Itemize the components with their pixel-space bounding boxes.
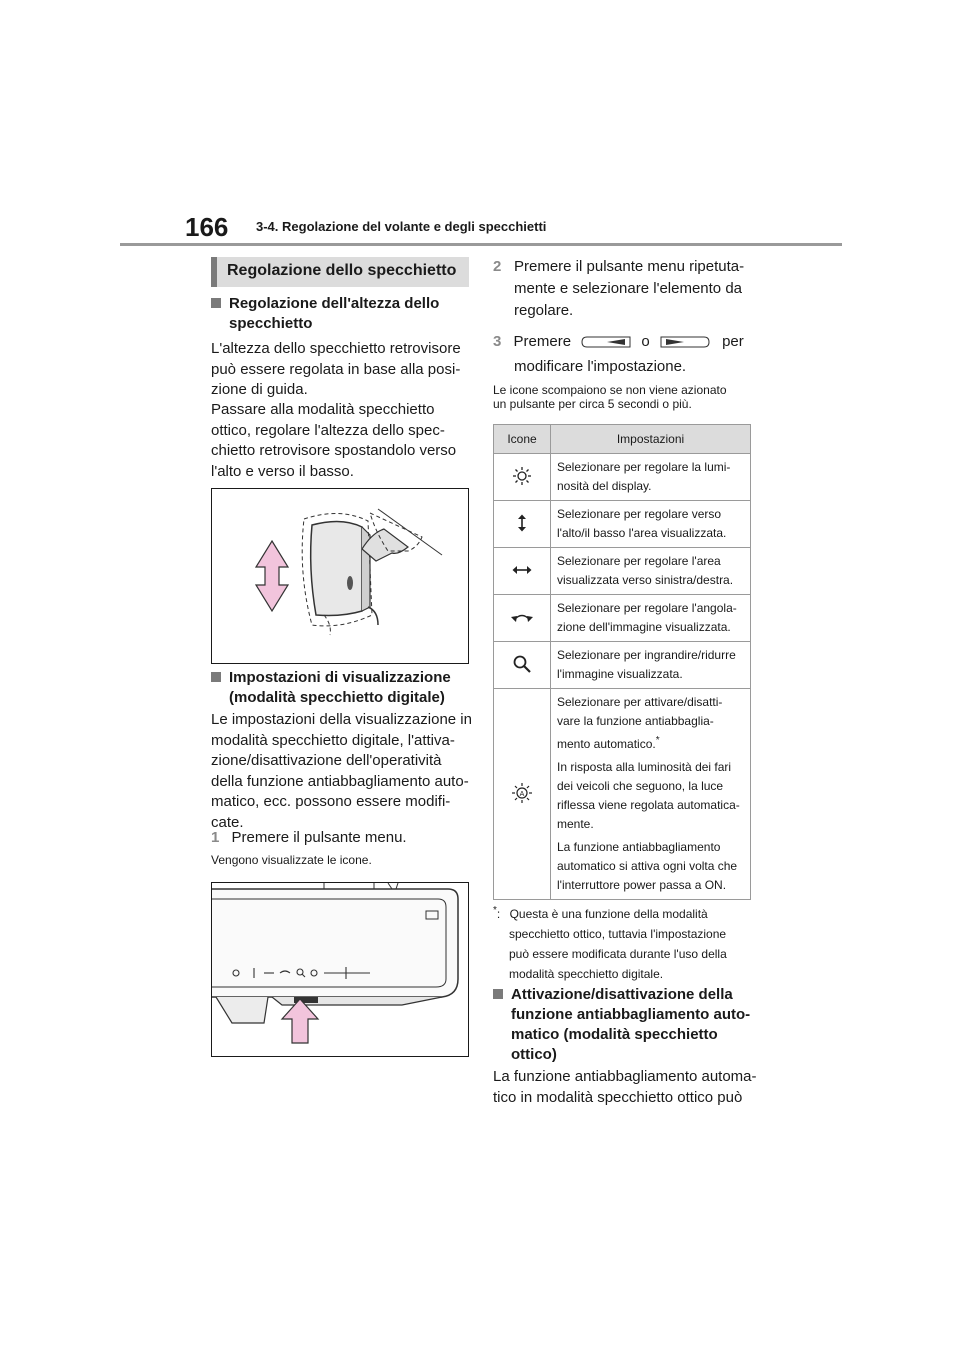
text-line: mento automatico. [557,737,656,751]
vertical-arrows-icon [515,514,529,532]
column-header-settings: Impostazioni [551,425,751,454]
mirror-height-illustration [212,489,468,663]
text-line: specchietto ottico, tuttavia l'impostazione [509,927,727,941]
step-3-line-2: modificare l'impostazione. [514,358,687,375]
step-text: Premere [513,333,572,350]
figure-mirror-height [211,488,469,664]
table-cell-icon [494,642,551,689]
text-line: Selezionare per regolare la lumi- [557,460,731,474]
subheading-line: ottico) [511,1046,557,1063]
text-line: Questa è una funzione della modalità [509,907,708,921]
square-bullet-icon [493,989,503,999]
table-row [494,454,751,501]
text-line: Selezionare per regolare l'angola- [557,601,737,615]
table-header-row [494,425,751,454]
text-line: Selezionare per attivare/disatti- [557,695,723,709]
text-line: dei veicoli che seguono, la luce [557,779,724,793]
text-line: nosità del display. [557,479,652,493]
text-line: riflessa viene regolata automatica- [557,798,740,812]
icons-table [493,424,751,900]
text-line: Selezionare per regolare l'area [557,554,721,568]
magnifier-icon [513,655,531,673]
table-cell-icon [494,548,551,595]
text-line: Passare alla modalità specchietto [211,401,435,418]
text-line: può essere modificata durante l'uso della [509,947,727,961]
section-title-box [211,257,469,287]
page-number: 166 [185,212,229,242]
text-line: Le impostazioni della visualizzazione in [211,711,472,728]
subheading-line: matico (modalità specchietto [511,1026,718,1043]
up-down-arrow-icon [256,541,288,611]
icons-note [493,384,727,411]
text-line: Le icone scompaiono se non viene azionato [493,383,727,397]
text-line: cate. [211,813,244,831]
auto-dimming-icon [512,783,532,803]
square-bullet-icon [211,672,221,682]
table-cell-text [551,689,751,900]
subheading-line: Attivazione/disattivazione della [511,986,733,1003]
table-row [494,595,751,642]
text-line: La funzione antiabbagliamento automa- [493,1068,757,1085]
step-number: 1 [211,829,220,846]
step-text: Premere il pulsante menu. [231,829,407,846]
paragraph-display-settings [211,710,472,833]
text-line: zione dell'immagine visualizzata. [557,620,731,634]
sun-icon [513,467,531,485]
text-line: matico, ecc. possono essere modifi- [211,793,451,810]
table-cell-text [551,501,751,548]
cell-paragraph [557,838,746,895]
footnote-colon: : [496,907,501,921]
text-line: Selezionare per ingrandire/ridurre [557,648,736,662]
subheading-display-settings [229,668,469,708]
paragraph-auto-dimming [493,1067,757,1108]
table-row [494,642,751,689]
header-divider [120,243,842,246]
step-number: 3 [493,333,502,350]
text-line: Selezionare per regolare verso [557,507,722,521]
subheading-line: Impostazioni di visualizzazione [229,669,451,686]
table-cell-text [551,548,751,595]
text-line: visualizzata verso sinistra/destra. [557,573,734,587]
paragraph-height-instructions [211,400,456,482]
table-cell-icon [494,595,551,642]
footnote-marker: * [493,905,497,916]
table-cell-text [551,454,751,501]
text-line: mente. [557,817,594,831]
column-header-icons: Icone [494,425,551,454]
text-line: automatico si attiva ogni volta che [557,859,738,873]
text-line: modalità specchietto digitale. [509,967,664,981]
table-cell-text [551,642,751,689]
text-line: l'alto/il basso l'area visualizzata. [557,526,727,540]
horizontal-arrows-icon [512,564,532,576]
table-cell-icon [494,689,551,900]
cell-paragraph [557,758,746,834]
text-line: l'alto e verso il basso. [211,462,354,480]
subheading-mirror-height [229,294,469,334]
subheading-auto-dimming [511,985,751,1065]
text-line: un pulsante per circa 5 secondi o più. [493,396,692,411]
subheading-line: (modalità specchietto digitale) [229,689,445,706]
text-line: zione di guida. [211,381,308,398]
text-line: chietto retrovisore spostandolo verso [211,442,457,459]
text-line: zione/disattivazione dell'operatività [211,752,442,769]
right-switch-icon [660,336,710,348]
text-line: può essere regolata in base alla posi- [211,360,461,378]
text-line: l'interruttore power passa a ON. [557,878,727,892]
square-bullet-icon [211,298,221,308]
step-1 [211,828,407,849]
step-1-note: Vengono visualizzate le icone. [211,853,372,867]
text-line: regolare. [514,302,574,319]
subheading-line: funzione antiabbagliamento auto- [511,1006,751,1023]
text-line: della funzione antiabbagliamento auto- [211,772,469,790]
rotate-icon [511,611,533,623]
subheading-text: Regolazione dell'altezza dello specchietto [229,295,440,332]
text-line: l'immagine visualizzata. [557,667,683,681]
text-line: L'altezza dello specchietto retrovisore [211,340,461,357]
table-row [494,501,751,548]
step-2 [493,256,744,322]
text-line: In risposta alla luminosità dei fari [557,760,732,774]
text-line: Premere il pulsante menu ripetuta- [514,258,745,275]
step-3 [493,332,744,353]
text-line: modalità specchietto digitale, l'attiva- [211,731,455,749]
step-text: per [722,333,744,350]
svg-text:A: A [519,790,525,798]
footnote [493,901,727,984]
footnote-marker: * [655,735,660,746]
text-line: vare la funzione antiabbaglia- [557,714,714,728]
table-cell-icon [494,454,551,501]
table-cell-icon [494,501,551,548]
text-line: tico in modalità specchietto ottico può [493,1088,743,1106]
section-title: Regolazione dello specchietto [227,262,457,279]
chapter-title: 3-4. Regolazione del volante e degli specchietti [256,219,547,234]
text-line: mente e selezionare l'elemento da [514,280,743,297]
step-text: o [641,333,650,350]
paragraph-height-intro [211,339,461,401]
digital-mirror-illustration [212,883,468,1056]
step-number: 2 [493,258,502,275]
table-row [494,548,751,595]
left-switch-icon [581,336,631,348]
table-cell-text [551,595,751,642]
text-line: La funzione antiabbagliamento [557,840,721,854]
figure-digital-mirror [211,882,469,1057]
table-row [494,689,751,900]
cell-paragraph [557,693,746,754]
text-line: ottico, regolare l'altezza dello spec- [211,421,445,439]
